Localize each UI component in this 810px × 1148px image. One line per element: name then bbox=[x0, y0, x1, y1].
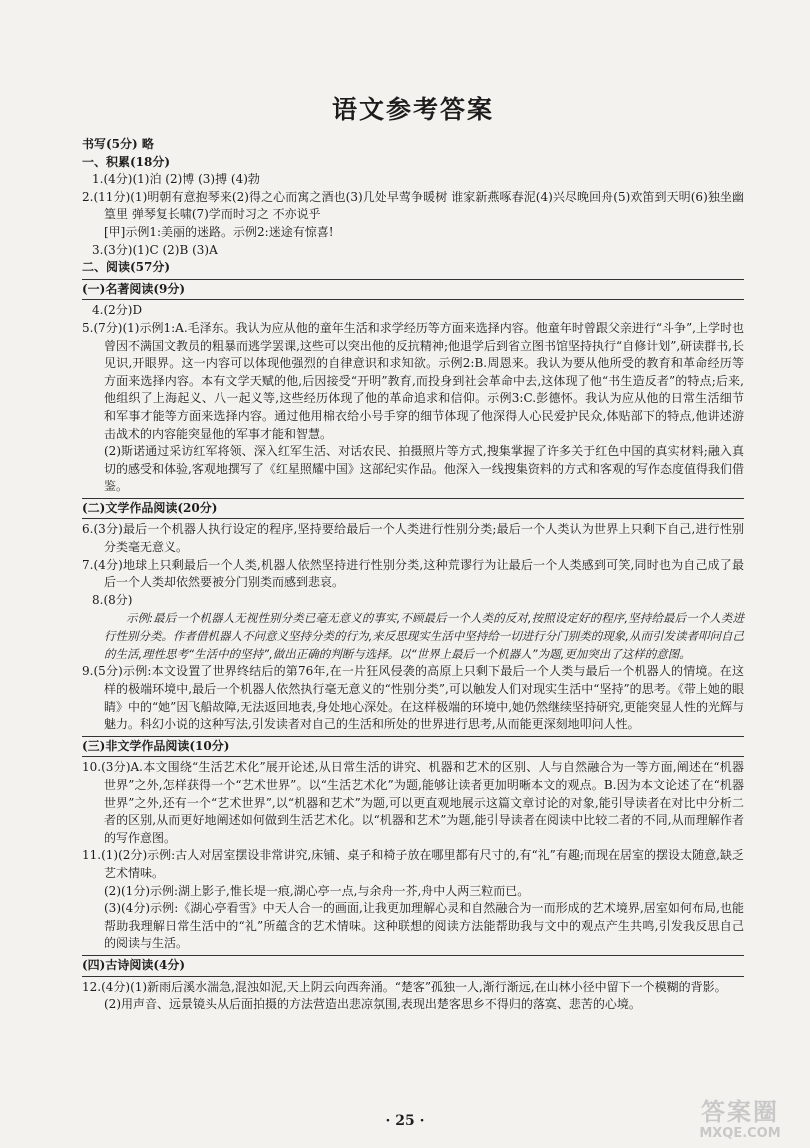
answer-4: 4.(2分)D bbox=[92, 303, 143, 318]
subsection-literary: (二)文学作品阅读(20分) bbox=[82, 498, 744, 520]
answer-5-1: 5.(7分)(1)示例1:A.毛泽东。我认为应从他的童年生活和求学经历等方面来选择内容。他童年时曾跟父亲进行“斗争”,上学时也曾因不满国文教员的粗暴而逃学罢课,这些可以突出他的反抗精神;他退学后到省立图书馆坚持执行“自修计划”,研读群书,长见识,开眼界。这一内容可以体现他强烈的自律意识和求知欲。示例2:B.周恩来。我认为要从他所受的教育和革命经历等方面来选择内容。本有文学天赋的他,后因接受“开明”教育,而投身到社会革命中去,这体现了他“书生造反者”的特点;后来,他组织了上海起义、八一起义等,这些经历体现了他的革命追求和信仰。示例3:C.彭德怀。我认为应从他的日常生活细节和军事才能等方面来选择内容。通过他用棉衣给小号手穿的细节体现了他深得人心民爱护民众,体贴部下的特点,他讲述游击战术的内容能突显他的军事才能和智慧。 bbox=[82, 320, 744, 441]
subsection-classics: (一)名著阅读(9分) bbox=[82, 279, 744, 301]
answer-12-2: (2)用声音、远景镜头从后面拍摄的方法营造出悲凉氛围,表现出楚客思乡不得归的落寞、悲苦的心境。 bbox=[104, 997, 641, 1012]
subsection-nonliterary: (三)非文学作品阅读(10分) bbox=[82, 736, 744, 758]
answer-content bbox=[82, 136, 744, 1014]
page-title: 语文参考答案 bbox=[331, 95, 494, 124]
section-writing: 书写(5分) 略 bbox=[82, 137, 154, 151]
answer-2-example: [甲]示例1:美丽的迷路。示例2:迷途有惊喜! bbox=[104, 224, 334, 239]
answer-1: 1.(4分)(1)泊 (2)博 (3)搏 (4)勃 bbox=[92, 172, 260, 187]
watermark-logo bbox=[680, 1098, 800, 1146]
answer-8-example: 示例:最后一个机器人无视性别分类已毫无意义的事实,不顾最后一个人类的反对,按照设定好的程序,坚持给最后一个人类进行性别分类。作者借机器人不问意义坚持分类的行为,来反思现实生活中坚持给一切进行分门别类的现象,从而引发读者叩问自己的生活,理性思考“生活中的坚持”,做出正确的判断与选择。以“世界上最后一个机器人”为题,更加突出了这样的意图。 bbox=[104, 611, 744, 662]
answer-12-1: 12.(4分)(1)新雨后溪水湍急,混浊如泥,天上阴云向西奔涌。“楚客”孤独一人,渐行渐远,在山林小径中留下一个模糊的背影。 bbox=[82, 979, 727, 994]
answer-5-2: (2)斯诺通过采访红军将领、深入红军生活、对话农民、拍摄照片等方式,搜集掌握了许多关于红色中国的真实材料;融入真切的感受和体验,客观地撰写了《红星照耀中国》这部纪实作品。他深入一线搜集资料的方式和客观的写作态度值得我们借鉴。 bbox=[104, 444, 744, 494]
answer-11-3: (3)(4分)示例:《湖心亭看雪》中天人合一的画面,让我更加理解心灵和自然融合为一而形成的艺术境界,居室如何布局,也能帮助我理解日常生活中的“礼”所蕴含的艺术情味。这种联想的阅读方法能帮助我与文中的观点产生共鸣,引发我反思自己的阅读与生活。 bbox=[104, 901, 744, 951]
section-reading: 二、阅读(57分) bbox=[82, 260, 171, 275]
answer-6: 6.(3分)最后一个机器人执行设定的程序,坚持要给最后一个人类进行性别分类;最后一个人类认为世界上只剩下自己,进行性别分类毫无意义。 bbox=[82, 522, 744, 555]
subsection-poetry: (四)古诗阅读(4分) bbox=[82, 955, 744, 977]
answer-11-1: 11.(1)(2分)示例:古人对居室摆设非常讲究,床铺、桌子和椅子放在哪里都有尺寸的,有“礼”有趣;而现在居室的摆设太随意,缺乏艺术情味。 bbox=[82, 848, 744, 880]
page-number: · 25 · bbox=[385, 1113, 425, 1129]
answer-8-head: 8.(8分) bbox=[92, 592, 133, 607]
section-accumulation: 一、积累(18分) bbox=[82, 154, 171, 169]
answer-2: 2.(11分)(1)明朝有意抱琴来(2)得之心而寓之酒也(3)几处早莺争暖树 谁家新燕啄春泥(4)兴尽晚回舟(5)欢笛到天明(6)独坐幽篁里 弹琴复长啸(7)学而时习之 不亦说乎 bbox=[82, 189, 744, 222]
answer-11-2: (2)(1分)示例:湖上影子,惟长堤一痕,湖心亭一点,与余舟一芥,舟中人两三粒而已。 bbox=[104, 883, 530, 898]
answer-7: 7.(4分)地球上只剩最后一个人类,机器人依然坚持进行性别分类,这种荒谬行为让最后一个人类感到可笑,同时也为自己成了最后一个人类却依然要被分门别类而感到悲哀。 bbox=[82, 557, 744, 590]
answer-9: 9.(5分)示例:本文设置了世界终结后的第76年,在一片狂风侵袭的高原上只剩下最后一个人类与最后一个机器人的情境。在这样的极端环境中,最后一个机器人依然执行毫无意义的“性别分类”,可以触发人们对现实生活中“坚持”的思考。《带上她的眼睛》中的“她”因飞船故障,无法返回地表,身处地心深处。在这样极端的环境中,她仍然继续坚持研究,更能突显人性的光辉与魅力。科幻小说的这种写法,引发读者对自己的生活和所处的世界进行思考,从而能更深刻地叩问人性。 bbox=[82, 664, 744, 732]
answer-10: 10.(3分)A.本文围绕“生活艺术化”展开论述,从日常生活的讲究、机器和艺术的区别、人与自然融合为一等方面,阐述在“机器世界”之外,怎样获得一个“艺术世界”。以“生活艺术化”为题,能够让读者更加明晰本文的观点。B.因为本文论述了在“机器世界”之外,还有一个“艺术世界”,以“机器和艺术”为题,可以更直观地展示这篇文章讨论的对象,能引导读者在对比中分析二者的区别,从而更好地阐述如何做到生活艺术化。以“机器和艺术”为题,能引导读者在阅读中比较二者的不同,从而理解作者的写作意图。 bbox=[82, 760, 744, 845]
answer-3: 3.(3分)(1)C (2)B (3)A bbox=[92, 242, 218, 257]
watermark-bottom-text: MXQE.COM bbox=[699, 1126, 781, 1141]
watermark-top-text: 答案圈 bbox=[701, 1098, 779, 1126]
